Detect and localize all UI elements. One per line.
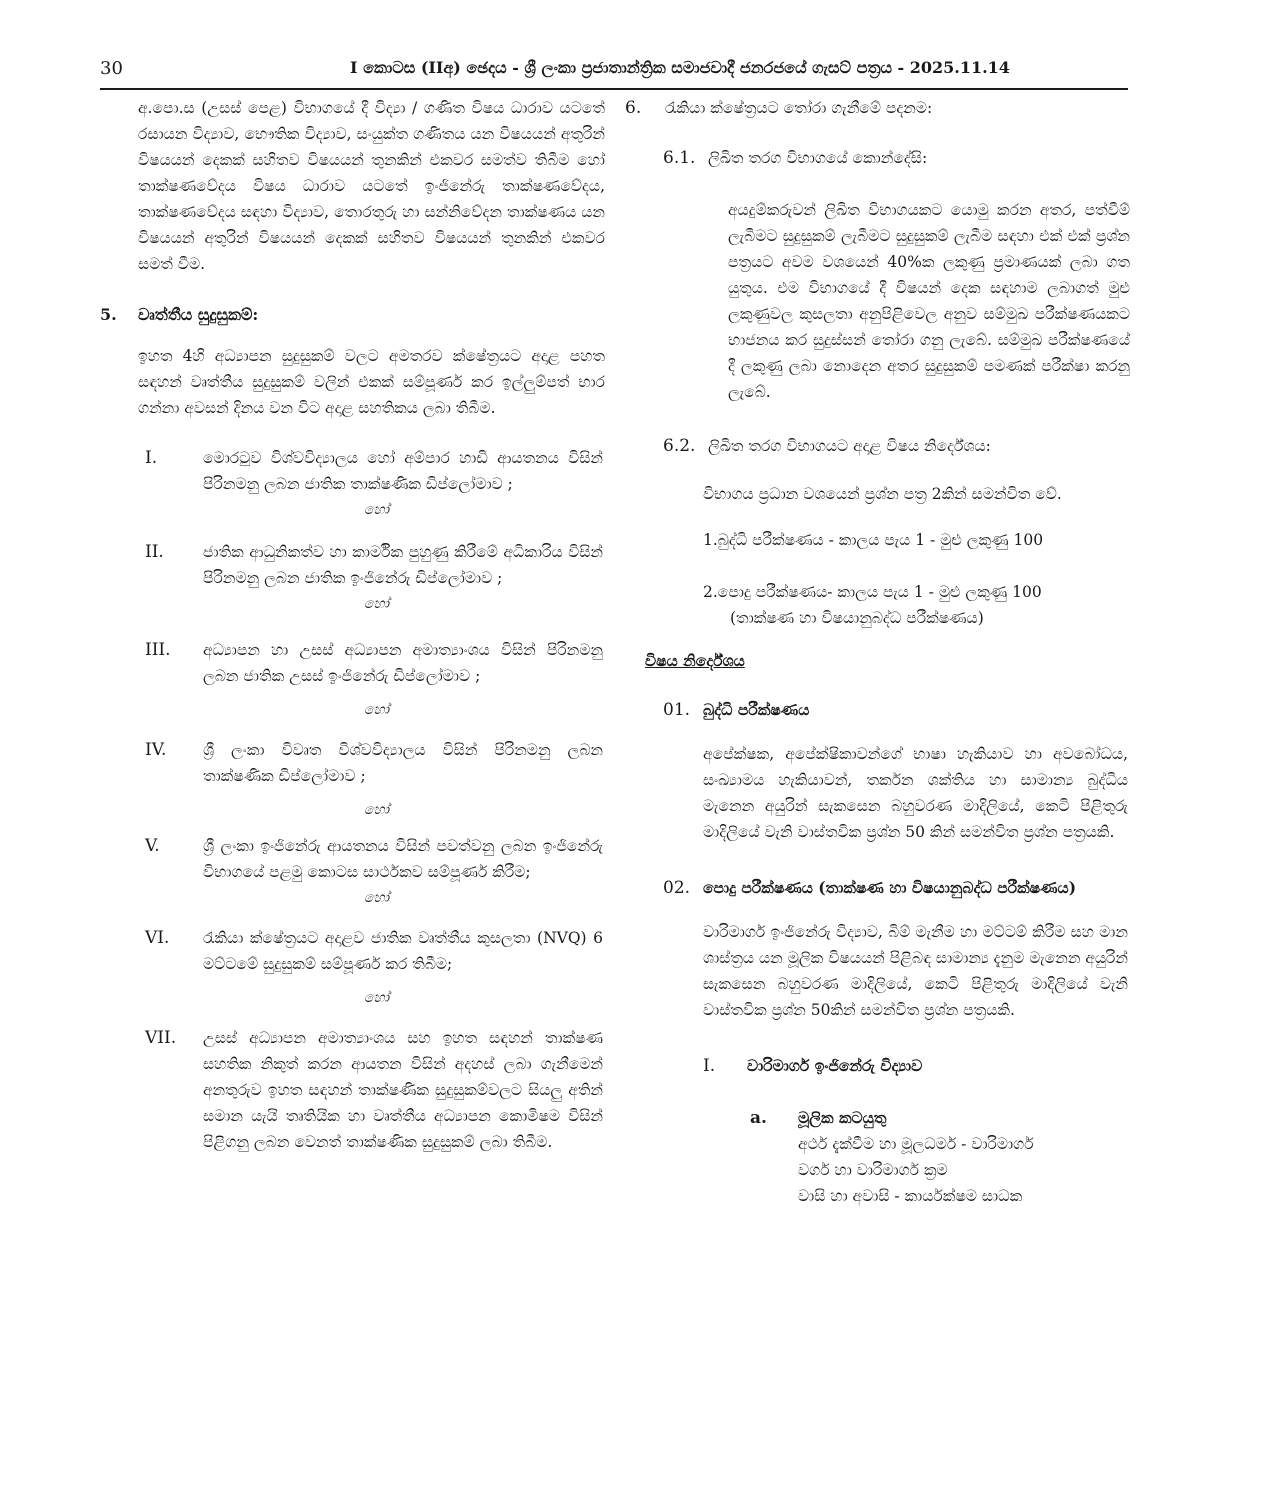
syllabus-01-body: අපේක්ෂක, අපේක්ෂිකාවන්ගේ භාෂා හැකියාව හා අවබෝධය, සංඛ්‍යාමය හැකියාවන්, තර්කන ශක්තිය හා සාමාන්‍ය බුද්ධිය මැනෙන අයුරින් සැකසෙන බහුවරණ මාදිලියේ, කෙටි පිළිතුරු මාදිලියේ වැනි වාස්තවික ප්‍රශ්න 50 කින් සමන්විත ප්‍රශ්න පත්‍රයකි. — [703, 745, 1128, 841]
syllabus-number: 01. — [663, 700, 691, 720]
subsection-number: 6.2. — [663, 436, 696, 456]
exam-intro: විභාගය ප්‍රධාන වශයෙන් ප්‍රශ්න පත්‍ර 2කින් සමන්විත වේ. — [703, 485, 1062, 503]
section-6-1-body: අයදුම්කරුවන් ලිඛිත විභාගයකට යොමු කරන අතර, පත්වීම් ලැබීමට සුදුසුකම් ලැබීමට සුදුසුකම් ලැබීම සඳහා එක් එක් ප්‍රශ්න පත්‍රයට අවම වශයෙන් 40%ක ලකුණු ප්‍රමාණයක් ලබා ගත යුතුය. එම විභාගයේ දී විෂයන් දෙක සඳහාම ලබාගත් මුළු ලකුණුවල කුසලතා අනුපිළිවෙල අනුව සම්මුඛ පරීක්ෂණයකට භාජනය කර සුදුස්සන් තෝරා ගනු ලැබේ. සම්මුඛ පරීක්ෂණයේ දී ලකුණු ලබා නොදෙන අතර සුදුසුකම් පමණක් පරීක්ෂා කරනු ලැබේ. — [728, 201, 1130, 401]
topic-1-heading — [703, 1053, 1130, 1079]
list-item — [100, 1025, 605, 1155]
list-item — [100, 925, 605, 977]
topic-title: වාරිමාර්ග ඉංජිනේරු විද්‍යාව — [747, 1056, 923, 1075]
item-text: ශ්‍රී ලංකා විවෘත විශ්වවිද්‍යාලය විසින් පිරිනමනු ලබන තාක්ෂණික ඩිප්ලෝමාව ; — [203, 741, 603, 785]
or-separator: හෝ — [363, 702, 390, 718]
section-5-heading — [100, 305, 605, 325]
section-5-body: ඉහත 4හි අධ්‍යාපන සුදුසුකම් වලට අමතරව ක්ෂේත්‍රයට අදාළ පහත සඳහන් වෘත්තීය සුදුසුකම් වලින් එකක් සම්පූර්ණ කර ඉල්ලුම්පත් භාර ගන්නා අවසන් දිනය වන විට අදාළ සහතිකය ලබා තිබීම. — [138, 347, 605, 417]
item-text: ජාතික ආධුනිකත්ව හා කාර්මික පුහුණු කිරීමේ අධිකාරිය විසින් පිරිනමනු ලබන ජාතික ඉංජිනේරු ඩිප්ලෝමාව ; — [203, 543, 603, 587]
subsection-title: ලිඛිත තරග විභාගයේ කොන්දේසි: — [708, 149, 928, 167]
item-number: IV. — [145, 740, 167, 760]
syllabus-01-heading — [663, 697, 1130, 723]
item-text: මොරටුව විශ්වවිද්‍යාලය හෝ අම්පාර හාඩි ආයතනය විසින් පිරිනමනු ලබන ජාතික තාක්ෂණික ඩිප්ලෝමාව ; — [203, 449, 603, 493]
topic-number: I. — [703, 1056, 716, 1076]
list-item — [100, 539, 605, 591]
section-number: 6. — [625, 98, 642, 118]
subtopic-heading — [750, 1105, 1130, 1131]
item-text: උසස් අධ්‍යාපන අමාත්‍යාංශය සහ ඉහත සඳහන් තාක්ෂණ සහතික නිකුත් කරන ආයතන විසින් අදහස් ලබා ගැනීමෙන් අනතුරුව ඉහත සඳහන් තාක්ෂණික සුදුසුකම්වලට සියලු අතින් සමාන යැයි තෘතියික හා වෘත්තීය අධ්‍යාපන කොමිෂම විසින් පිළිගනු ලබන වෙනත් තාක්ෂණික සුදුසුකම් ලබා තිබීම. — [203, 1029, 603, 1151]
list-item — [100, 833, 605, 885]
item-number: VII. — [145, 1028, 177, 1048]
section-6-heading — [625, 95, 1130, 121]
page-header — [100, 58, 1128, 90]
section-number: 5. — [100, 305, 117, 324]
item-text: රැකියා ක්ෂේත්‍රයට අදාළව ජාතික වෘත්තීය කුසලතා (NVQ) 6 මට්ටමේ සුදුසුකම් සම්පූර්ණ කර තිබීම; — [203, 929, 603, 973]
syllabus-title: බුද්ධි පරීක්ෂණය — [703, 700, 810, 719]
subtopic-a — [750, 1105, 1130, 1209]
intro-paragraph: අ.පො.ස (උසස් පෙළ) විභාගයේ දී විද්‍යා / ගණිත විෂය ධාරාව යටතේ රසායන විද්‍යාව, භෞතික විද්‍යාව, සංයුක්ත ගණිතය යන විෂයයන් අතුරින් විෂයයන් දෙකක් සහිතව විෂයයන් තුනකින් එකවර සමත්ව තිබීම හෝ තාක්ෂණවේදය විෂය ධාරාව යටතේ ඉංජිනේරු තාක්ෂණවේදය, තාක්ෂණවේදය සඳහා විද්‍යාව, තොරතුරු හා සන්නිවේදන තාක්ෂණය යන විෂයයන් අතුරින් විෂයයන් දෙකක් සහිතව විෂයයන් තුනකින් එකවර සමත් වීම. — [138, 99, 605, 273]
section-title: රැකියා ක්ෂේත්‍රයට තෝරා ගැනීමේ පදනම: — [665, 99, 933, 117]
subtopic-line: වර්ග හා වාරිමාර්ග ක්‍රම — [798, 1161, 948, 1179]
paper-2-subtitle: (තාක්ෂණ හා විෂයානුබද්ධ පරීක්ෂණය) — [730, 609, 984, 627]
syllabus-02-heading — [663, 875, 1130, 901]
right-column — [625, 95, 1130, 1209]
subtopic-letter: a. — [750, 1108, 767, 1128]
or-separator: හෝ — [363, 596, 390, 612]
paper-1-line: 1.බුද්ධි පරීක්ෂණය - කාලය පැය 1 - මුළු ලකුණු 100 — [703, 531, 1044, 549]
header-title: I කොටස (IIඅ) ඡෙදය - ශ්‍රී ලංකා ප්‍රජාතාන්ත්‍රික සමාජවාදී ජනරජයේ ගැසට් පත්‍රය - 2025.11.14 — [350, 58, 1010, 77]
section-6-2-heading — [663, 433, 1130, 459]
list-item — [100, 737, 605, 789]
subtopic-title: මූලික කටයුතු — [798, 1108, 887, 1127]
item-text: ශ්‍රී ලංකා ඉංජිනේරු ආයතනය විසින් පවත්වනු ලබන ඉංජිනේරු විභාගයේ පළමු කොටස සාර්ථකව සම්පූර්ණ කිරීම; — [203, 837, 603, 881]
item-number: VI. — [145, 928, 170, 948]
subsection-number: 6.1. — [663, 148, 696, 168]
item-number: V. — [145, 836, 160, 856]
syllabus-heading: විෂය නිර්දේශය — [645, 651, 745, 670]
subtopic-line: අර්ථ දැක්වීම හා මූලධර්ම - වාරිමාර්ග — [798, 1135, 1034, 1153]
list-item — [100, 637, 605, 689]
item-number: III. — [145, 640, 171, 660]
or-separator: හෝ — [363, 990, 390, 1006]
item-number: I. — [145, 448, 158, 468]
item-number: II. — [145, 542, 164, 562]
or-separator: හෝ — [363, 890, 390, 906]
section-title: වෘත්තීය සුදුසුකම්: — [138, 305, 259, 324]
or-separator: හෝ — [363, 502, 390, 518]
syllabus-number: 02. — [663, 878, 691, 898]
syllabus-02-body: වාරිමාර්ග ඉංජිනේරු විද්‍යාව, බිම් මැනීම හා මට්ටම් කිරීම සහ මාන ශාස්ත්‍රය යන මූලික විෂයයන් පිළිබඳ සාමාන්‍ය දැනුම මැනෙන අයුරින් සැකසෙන බහුවරණ මාදිලියේ, කෙටි පිළිතුරු මාදිලියේ වැනි වාස්තවික ප්‍රශ්න 50කින් සමන්විත ප්‍රශ්න පත්‍රයකි. — [703, 923, 1128, 1019]
page-number: 30 — [100, 58, 123, 79]
list-item — [100, 445, 605, 497]
subsection-title: ලිඛිත තරග විභාගයට අදාළ විෂය නිර්දේශය: — [708, 437, 991, 455]
or-separator: හෝ — [363, 802, 390, 818]
subtopic-line: වාසි හා අවාසි - කාර්යක්ෂම සාධක — [798, 1187, 1023, 1205]
syllabus-title: පොදු පරීක්ෂණය (තාක්ෂණ හා විෂයානුබද්ධ පරීක්ෂණය) — [703, 878, 1077, 897]
paper-2-line: 2.පොදු පරීක්ෂණය- කාලය පැය 1 - මුළු ලකුණු 100 — [703, 583, 1042, 601]
item-text: අධ්‍යාපන හා උසස් අධ්‍යාපන අමාත්‍යාංශය විසින් පිරිනමනු ලබන ජාතික උසස් ඉංජිනේරු ඩිප්ලෝමාව ; — [203, 641, 603, 685]
section-6-1-heading — [663, 145, 1130, 171]
qualification-list — [100, 445, 605, 1155]
left-column — [100, 95, 605, 1155]
